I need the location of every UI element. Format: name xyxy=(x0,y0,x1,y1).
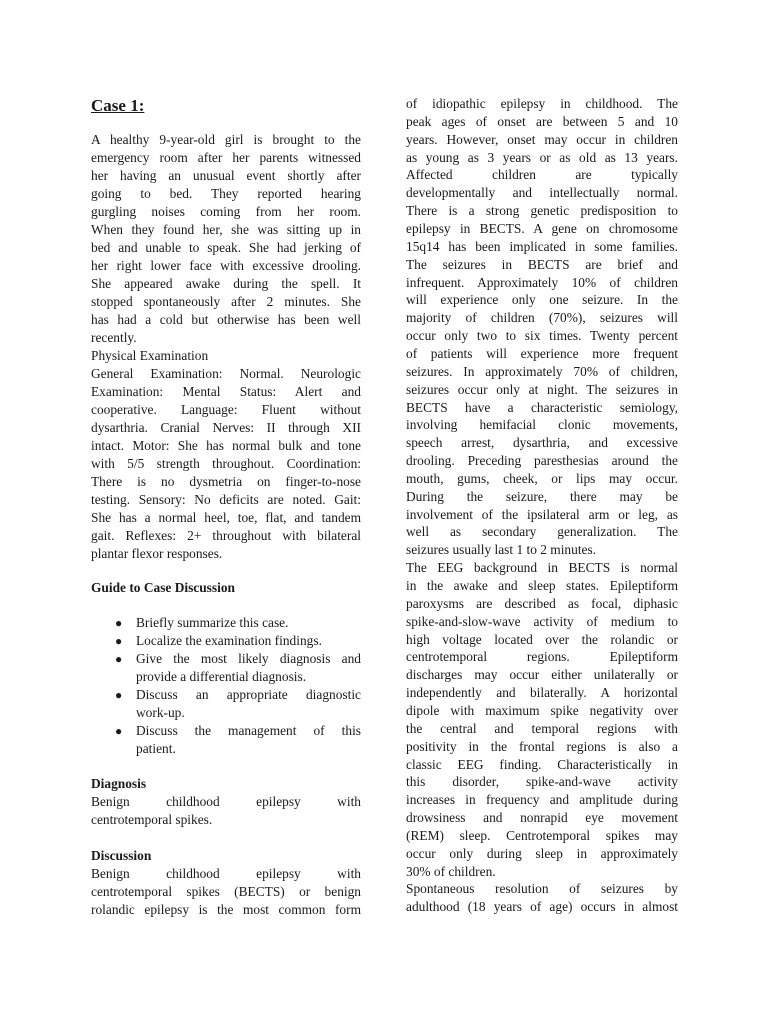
text-line: During the seizure, there may be xyxy=(406,488,678,504)
text-line: involvement of the ipsilateral arm or leg, as xyxy=(406,506,678,522)
text-line: bed and unable to speak. She had jerking of xyxy=(91,240,361,255)
bullet-icon: ● xyxy=(115,634,123,648)
text-line: BECTS have a characteristic semiology, xyxy=(406,399,678,415)
text-line: stopped spontaneously after 2 minutes. She xyxy=(91,294,361,309)
text-line: dipole with maximum spike negativity over xyxy=(406,702,678,718)
text-line: rolandic epilepsy is the most common form xyxy=(91,902,361,917)
text-line: occur only two to six times. Twenty percent xyxy=(406,328,678,344)
text-line: this disorder, spike-and-wave activity xyxy=(406,774,678,790)
text-line: Affected children are typically xyxy=(406,167,678,183)
list-item-continued: provide a differential diagnosis. xyxy=(136,669,307,684)
text-line: When they found her, she was sitting up in xyxy=(91,222,361,237)
text-line: majority of children (70%), seizures will xyxy=(406,310,678,326)
discussion-heading: Discussion xyxy=(91,848,152,863)
text-line: Benign childhood epilepsy with xyxy=(91,866,361,881)
bullet-icon: ● xyxy=(115,724,123,738)
text-line: infrequent. Approximately 10% of children xyxy=(406,274,678,290)
text-line: in the awake and sleep states. Epileptiform xyxy=(406,578,678,593)
text-line: (REM) sleep. Centrotemporal spikes may xyxy=(406,827,678,843)
text-line: independently and bilaterally. A horizontal xyxy=(406,685,678,701)
text-line: her right lower face with excessive drooling. xyxy=(91,258,361,273)
list-item: Discuss the management of this xyxy=(136,723,361,738)
text-line: seizures. In approximately 70% of children, xyxy=(406,363,678,379)
list-item-continued: patient. xyxy=(136,741,176,756)
text-line: mouth, gums, cheek, or lips may occur. xyxy=(406,470,678,486)
text-line: high voltage located over the rolandic or xyxy=(406,631,678,647)
diagnosis-text: centrotemporal spikes. xyxy=(91,812,213,827)
text-line: speech arrest, dysarthria, and excessive xyxy=(406,435,678,451)
diagnosis-text: Benign childhood epilepsy with xyxy=(91,794,361,809)
text-line: going to bed. They reported hearing xyxy=(91,186,361,201)
list-item: Briefly summarize this case. xyxy=(136,615,289,630)
text-line: seizures occur only at night. The seizures in xyxy=(406,381,678,397)
text-line: of idiopathic epilepsy in childhood. The xyxy=(406,96,678,111)
bullet-icon: ● xyxy=(115,652,123,666)
text-line: seizures usually last 1 to 2 minutes. xyxy=(406,542,597,558)
text-line: well as secondary generalization. The xyxy=(406,524,678,540)
text-line: Examination: Mental Status: Alert and xyxy=(91,384,361,399)
text-line: recently. xyxy=(91,330,137,345)
text-line: her having an unusual event shortly after xyxy=(91,168,361,183)
text-line: There is a strong genetic predisposition to xyxy=(406,203,678,219)
list-item-continued: work-up. xyxy=(136,705,185,720)
text-line: epilepsy in BECTS. A gene on chromosome xyxy=(406,221,678,236)
text-line: dysarthria. Cranial Nerves: II through XII xyxy=(91,420,361,435)
text-line: years. However, onset may occur in children xyxy=(406,131,678,147)
text-line: There is no dysmetria on finger-to-nose xyxy=(91,474,361,489)
text-line: testing. Sensory: No deficits are noted. Gait: xyxy=(91,492,361,507)
case-title: Case 1: xyxy=(91,96,145,115)
text-line: General Examination: Normal. Neurologic xyxy=(91,366,361,381)
physical-exam-heading: Physical Examination xyxy=(91,348,209,363)
diagnosis-heading: Diagnosis xyxy=(91,776,147,791)
text-line: spike-and-slow-wave activity of medium to xyxy=(406,613,678,629)
text-line: of patients will experience more frequent xyxy=(406,345,678,361)
text-line: A healthy 9-year-old girl is brought to the xyxy=(91,132,361,147)
text-line: developmentally and intellectually normal. xyxy=(406,185,678,201)
text-line: gait. Reflexes: 2+ throughout with bilateral xyxy=(91,528,361,543)
text-line: classic EEG finding. Characteristically in xyxy=(406,756,678,772)
text-line: 15q14 has been implicated in some families. xyxy=(406,238,678,254)
text-line: She has a normal heel, toe, flat, and tandem xyxy=(91,510,361,525)
text-line: centrotemporal spikes (BECTS) or benign xyxy=(91,884,361,899)
text-line: emergency room after her parents witnessed xyxy=(91,150,361,165)
text-line: The seizures in BECTS are brief and xyxy=(406,256,678,272)
text-line: occur only during sleep in approximately xyxy=(406,845,678,861)
text-line: increases in frequency and amplitude during xyxy=(406,792,678,808)
text-line: the central and temporal regions with xyxy=(406,720,678,736)
text-line: She appeared awake during the spell. It xyxy=(91,276,361,291)
text-line: with 5/5 strength throughout. Coordination: xyxy=(91,456,361,471)
text-line: Spontaneous resolution of seizures by xyxy=(406,881,678,897)
text-line: plantar flexor responses. xyxy=(91,546,223,561)
guide-heading: Guide to Case Discussion xyxy=(91,580,235,595)
text-line: discharges may occur either unilaterally or xyxy=(406,667,678,683)
text-line: centrotemporal regions. Epileptiform xyxy=(406,649,678,665)
text-line: positivity in the frontal regions is also a xyxy=(406,738,678,754)
text-line: paroxysms are described as focal, diphasic xyxy=(406,595,678,611)
text-line: drooling. Preceding paresthesias around the xyxy=(406,453,678,468)
text-line: gurgling noises coming from her room. xyxy=(91,204,361,219)
text-line: adulthood (18 years of age) occurs in almost xyxy=(406,899,678,915)
text-line: drowsiness and nonrapid eye movement xyxy=(406,810,678,825)
text-line: cooperative. Language: Fluent without xyxy=(91,402,361,417)
bullet-icon: ● xyxy=(115,688,123,702)
text-line: has had a cold but otherwise has been well xyxy=(91,312,361,327)
list-item: Localize the examination findings. xyxy=(136,633,322,648)
text-line: peak ages of onset are between 5 and 10 xyxy=(406,113,678,129)
list-item: Discuss an appropriate diagnostic xyxy=(136,687,361,702)
text-line: as young as 3 years or as old as 13 years. xyxy=(406,149,678,165)
text-line: will experience only one seizure. In the xyxy=(406,292,678,308)
text-line: intact. Motor: She has normal bulk and tone xyxy=(91,438,361,453)
text-line: The EEG background in BECTS is normal xyxy=(406,560,678,576)
text-line: involving hemifacial clonic movements, xyxy=(406,417,678,433)
text-line: 30% of children. xyxy=(406,863,496,879)
list-item: Give the most likely diagnosis and xyxy=(136,651,361,666)
bullet-icon: ● xyxy=(115,616,123,630)
